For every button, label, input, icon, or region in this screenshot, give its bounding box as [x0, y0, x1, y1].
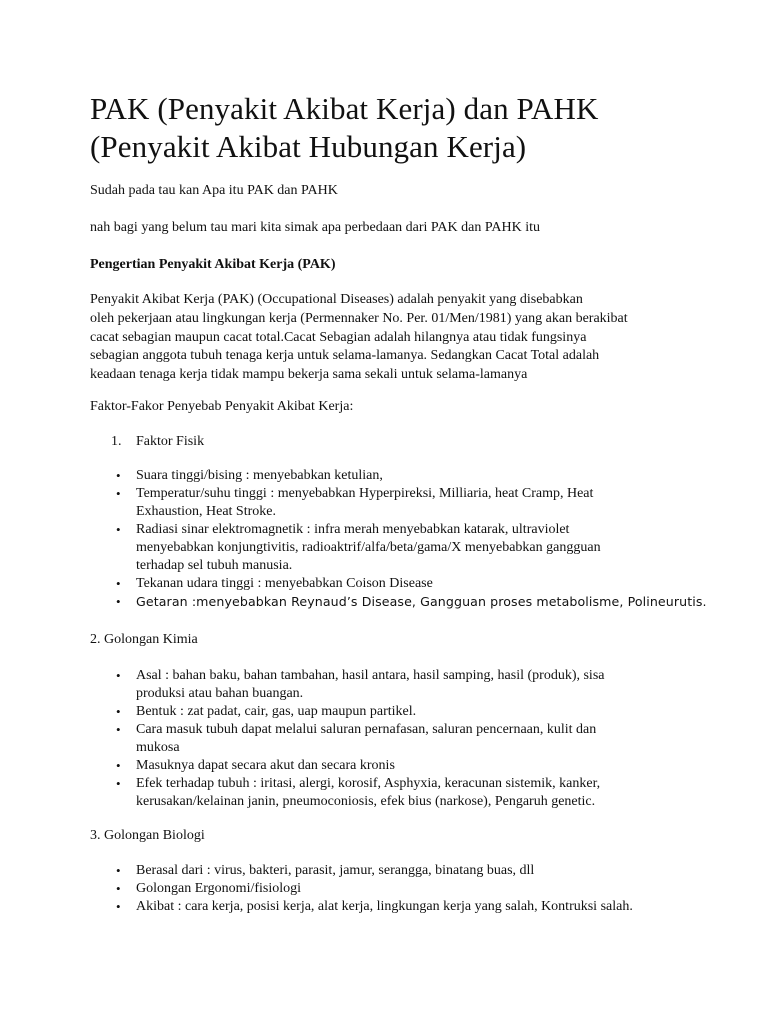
list-item: [90, 703, 605, 721]
bullet-icon: •: [116, 594, 121, 609]
definition-line: oleh pekerjaan atau lingkungan kerja (Permennaker No. Per. 01/Men/1981) yang akan berakibat: [90, 310, 628, 326]
list-item-text: Suara tinggi/bising : menyebabkan ketulian,: [136, 468, 383, 483]
bullet-icon: •: [116, 899, 121, 914]
list-item-text: produksi atau bahan buangan.: [136, 686, 304, 701]
list-item-text: Efek terhadap tubuh : iritasi, alergi, korosif, Asphyxia, keracunan sistemik, kanker,: [136, 776, 601, 791]
list-item-text: Berasal dari : virus, bakteri, parasit, jamur, serangga, binatang buas, dll: [136, 863, 535, 878]
fisik-bullet-list: [90, 467, 707, 611]
bullet-icon: •: [116, 576, 121, 591]
bullet-icon: •: [116, 776, 121, 791]
intro-paragraph-2: nah bagi yang belum tau mari kita simak apa perbedaan dari PAK dan PAHK itu: [90, 220, 540, 235]
bullet-icon: •: [116, 668, 121, 683]
list-item-text: Radiasi sinar elektromagnetik : infra merah menyebabkan katarak, ultraviolet: [136, 522, 570, 537]
list-item: [90, 667, 605, 703]
document-title: [90, 90, 690, 166]
list-number: 1.: [111, 434, 122, 449]
list-item-text: terhadap sel tubuh manusia.: [136, 558, 293, 573]
list-item: [90, 467, 707, 485]
bullet-icon: •: [116, 522, 121, 537]
definition-line: Penyakit Akibat Kerja (PAK) (Occupational Diseases) adalah penyakit yang disebabkan: [90, 292, 583, 307]
section-heading-pak: Pengertian Penyakit Akibat Kerja (PAK): [90, 257, 336, 272]
title-line-1: PAK (Penyakit Akibat Kerja) dan PAHK: [90, 91, 599, 126]
list-item: [90, 721, 605, 757]
list-item: [90, 485, 707, 521]
list-item: [90, 880, 633, 898]
list-item-label: Faktor Fisik: [136, 434, 205, 449]
list-item-text: Temperatur/suhu tinggi : menyebabkan Hyperpireksi, Milliaria, heat Cramp, Heat: [136, 486, 594, 501]
bullet-icon: •: [116, 704, 121, 719]
title-line-2: (Penyakit Akibat Hubungan Kerja): [90, 129, 527, 164]
list-item: [90, 775, 605, 811]
bullet-icon: •: [116, 486, 121, 501]
faktor-heading: Faktor-Fakor Penyebab Penyakit Akibat Kerja:: [90, 399, 354, 414]
list-item-text: Cara masuk tubuh dapat melalui saluran pernafasan, saluran pencernaan, kulit dan: [136, 722, 597, 737]
list-item: [90, 757, 605, 775]
list-item: [90, 862, 633, 880]
bullet-icon: •: [116, 758, 121, 773]
list-item: [90, 593, 707, 611]
list-item: [90, 521, 707, 575]
definition-line: sebagian anggota tubuh tenaga kerja untuk selama-lamanya. Sedangkan Cacat Total adalah: [90, 348, 600, 364]
list-item-text: Tekanan udara tinggi : menyebabkan Coison Disease: [136, 576, 433, 591]
golongan-kimia-heading: 2. Golongan Kimia: [90, 632, 198, 647]
bullet-icon: •: [116, 863, 121, 878]
definition-paragraph: [90, 291, 690, 385]
definition-line: keadaan tenaga kerja tidak mampu bekerja sama sekali untuk selama-lamanya: [90, 367, 528, 383]
kimia-bullet-list: [90, 667, 605, 811]
numbered-item-faktor-fisik: [111, 433, 204, 451]
list-item: [90, 575, 707, 593]
list-item-text: menyebabkan konjungtivitis, radioaktrif/alfa/beta/gama/X menyebabkan gangguan: [136, 540, 601, 555]
list-item-text: Bentuk : zat padat, cair, gas, uap maupun partikel.: [136, 704, 417, 719]
list-item-text: Masuknya dapat secara akut dan secara kronis: [136, 758, 395, 773]
list-item-text: Golongan Ergonomi/fisiologi: [136, 881, 302, 896]
list-item-text: kerusakan/kelainan janin, pneumoconiosis, efek bius (narkose), Pengaruh genetic.: [136, 794, 596, 809]
golongan-biologi-heading: 3. Golongan Biologi: [90, 828, 205, 843]
list-item-text: Asal : bahan baku, bahan tambahan, hasil antara, hasil samping, hasil (produk), sisa: [136, 668, 605, 683]
list-item-text: Exhaustion, Heat Stroke.: [136, 504, 276, 519]
bullet-icon: •: [116, 881, 121, 896]
list-item-text: Getaran :menyebabkan Reynaud’s Disease, Gangguan proses metabolisme, Polineurutis.: [136, 594, 707, 609]
list-item-text: Akibat : cara kerja, posisi kerja, alat kerja, lingkungan kerja yang salah, Kontruksi salah.: [136, 899, 633, 914]
definition-line: cacat sebagian maupun cacat total.Cacat Sebagian adalah hilangnya atau tidak fungsinya: [90, 329, 587, 345]
biologi-bullet-list: [90, 862, 633, 916]
list-item-text: mukosa: [136, 740, 180, 755]
intro-paragraph-1: Sudah pada tau kan Apa itu PAK dan PAHK: [90, 183, 338, 198]
list-item: [90, 898, 633, 916]
bullet-icon: •: [116, 468, 121, 483]
bullet-icon: •: [116, 722, 121, 737]
